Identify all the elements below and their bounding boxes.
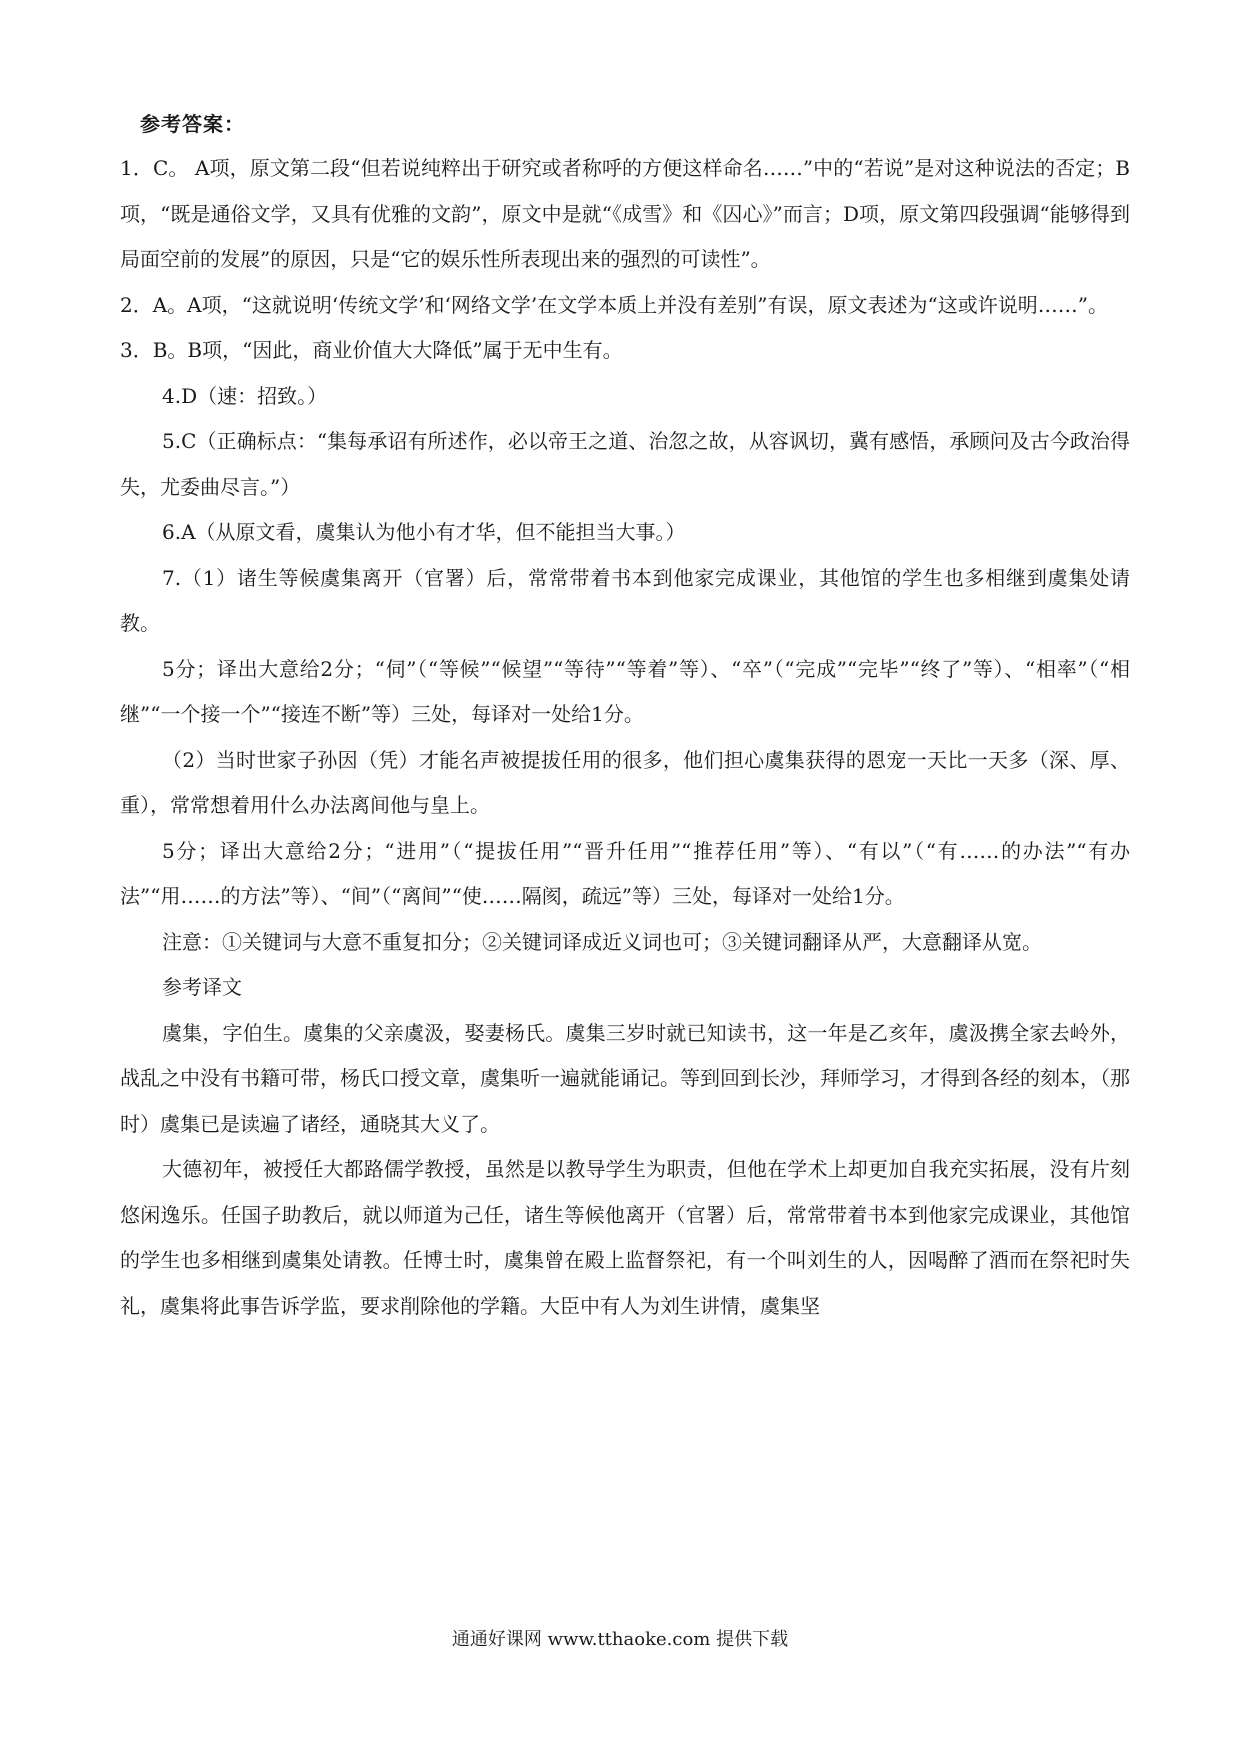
answer-heading: 参考答案： [140,112,245,136]
paragraph-14: 大德初年，被授任大都路儒学教授，虽然是以教导学生为职责，但他在学术上却更加自我充实拓展，没有片刻悠闲逸乐。任国子助教后，就以师道为己任，诸生等候他离开（官署）后，常常带着书本到他家完成课业，其他馆的学生也多相继到虞集处请教。任博士时，虞集曾在殿上监督祭祀，有一个叫刘生的人，因喝醉了酒而在祭祀时失礼，虞集将此事告诉学监，要求削除他的学籍。大臣中有人为刘生讲情，虞集坚 [120,1157,1130,1318]
paragraph-13: 虞集，字伯生。虞集的父亲虞汲，娶妻杨氏。虞集三岁时就已知读书，这一年是乙亥年，虞汲携全家去岭外，战乱之中没有书籍可带，杨氏口授文章，虞集听一遍就能诵记。等到回到长沙，拜师学习，才得到各经的刻本，（那时）虞集已是读遍了诸经，通晓其大义了。 [120,1020,1130,1136]
paragraph-8: 5分；译出大意给2分；“伺”（“等候”“候望”“等待”“等着”等）、“卒”（“完成”“完毕”“终了”等）、“相率”（“相继”“一个接一个”“接连不断”等）三处，每译对一处给1分。 [120,656,1130,726]
paragraph-2: 2．A。A项，“这就说明‘传统文学’和‘网络文学’在文学本质上并没有差别”有误，原文表述为“这或许说明……”。 [120,292,1108,317]
paragraph-12: 参考译文 [162,975,242,999]
paragraph-11: 注意：①关键词与大意不重复扣分；②关键词译成近义词也可；③关键词翻译从严，大意翻译从宽。 [162,929,1042,954]
answer-body [120,146,1130,1329]
paragraph-4: 4.D（速：招致。） [162,383,328,408]
paragraph-7: 7.（1）诸生等候虞集离开（官署）后，常常带着书本到他家完成课业，其他馆的学生也多相继到虞集处请教。 [120,565,1130,635]
paragraph-1: 1．C。 A项，原文第二段“但若说纯粹出于研究或者称呼的方便这样命名……”中的“若说”是对这种说法的否定；B项，“既是通俗文学，又具有优雅的文韵”，原文中是就“《成雪》和《囚心》”而言；D项，原文第四段强调“能够得到局面空前的发展”的原因，只是“它的娱乐性所表现出来的强烈的可读性”。 [120,156,1130,271]
paragraph-10: 5分；译出大意给2分；“进用”（“提拔任用”“晋升任用”“推荐任用”等）、“有以”（“有……的办法”“有办法”“用……的方法”等）、“间”（“离间”“使……隔阂，疏远”等）三处，每译对一处给1分。 [120,838,1130,908]
paragraph-5: 5.C（正确标点：“集每承诏有所述作，必以帝王之道、治忽之故，从容讽切，冀有感悟，承顾问及古今政治得失，尤委曲尽言。”） [120,429,1130,499]
paragraph-6: 6.A（从原文看，虞集认为他小有才华，但不能担当大事。） [162,520,686,544]
page-footer: 通通好课网 www.tthaoke.com 提供下载 [451,1629,789,1650]
paragraph-3: 3．B。B项，“因此，商业价值大大降低”属于无中生有。 [120,338,623,362]
paragraph-9: （2）当时世家子孙因（凭）才能名声被提拔任用的很多，他们担心虞集获得的恩宠一天比一天多（深、厚、重），常常想着用什么办法离间他与皇上。 [120,747,1130,817]
